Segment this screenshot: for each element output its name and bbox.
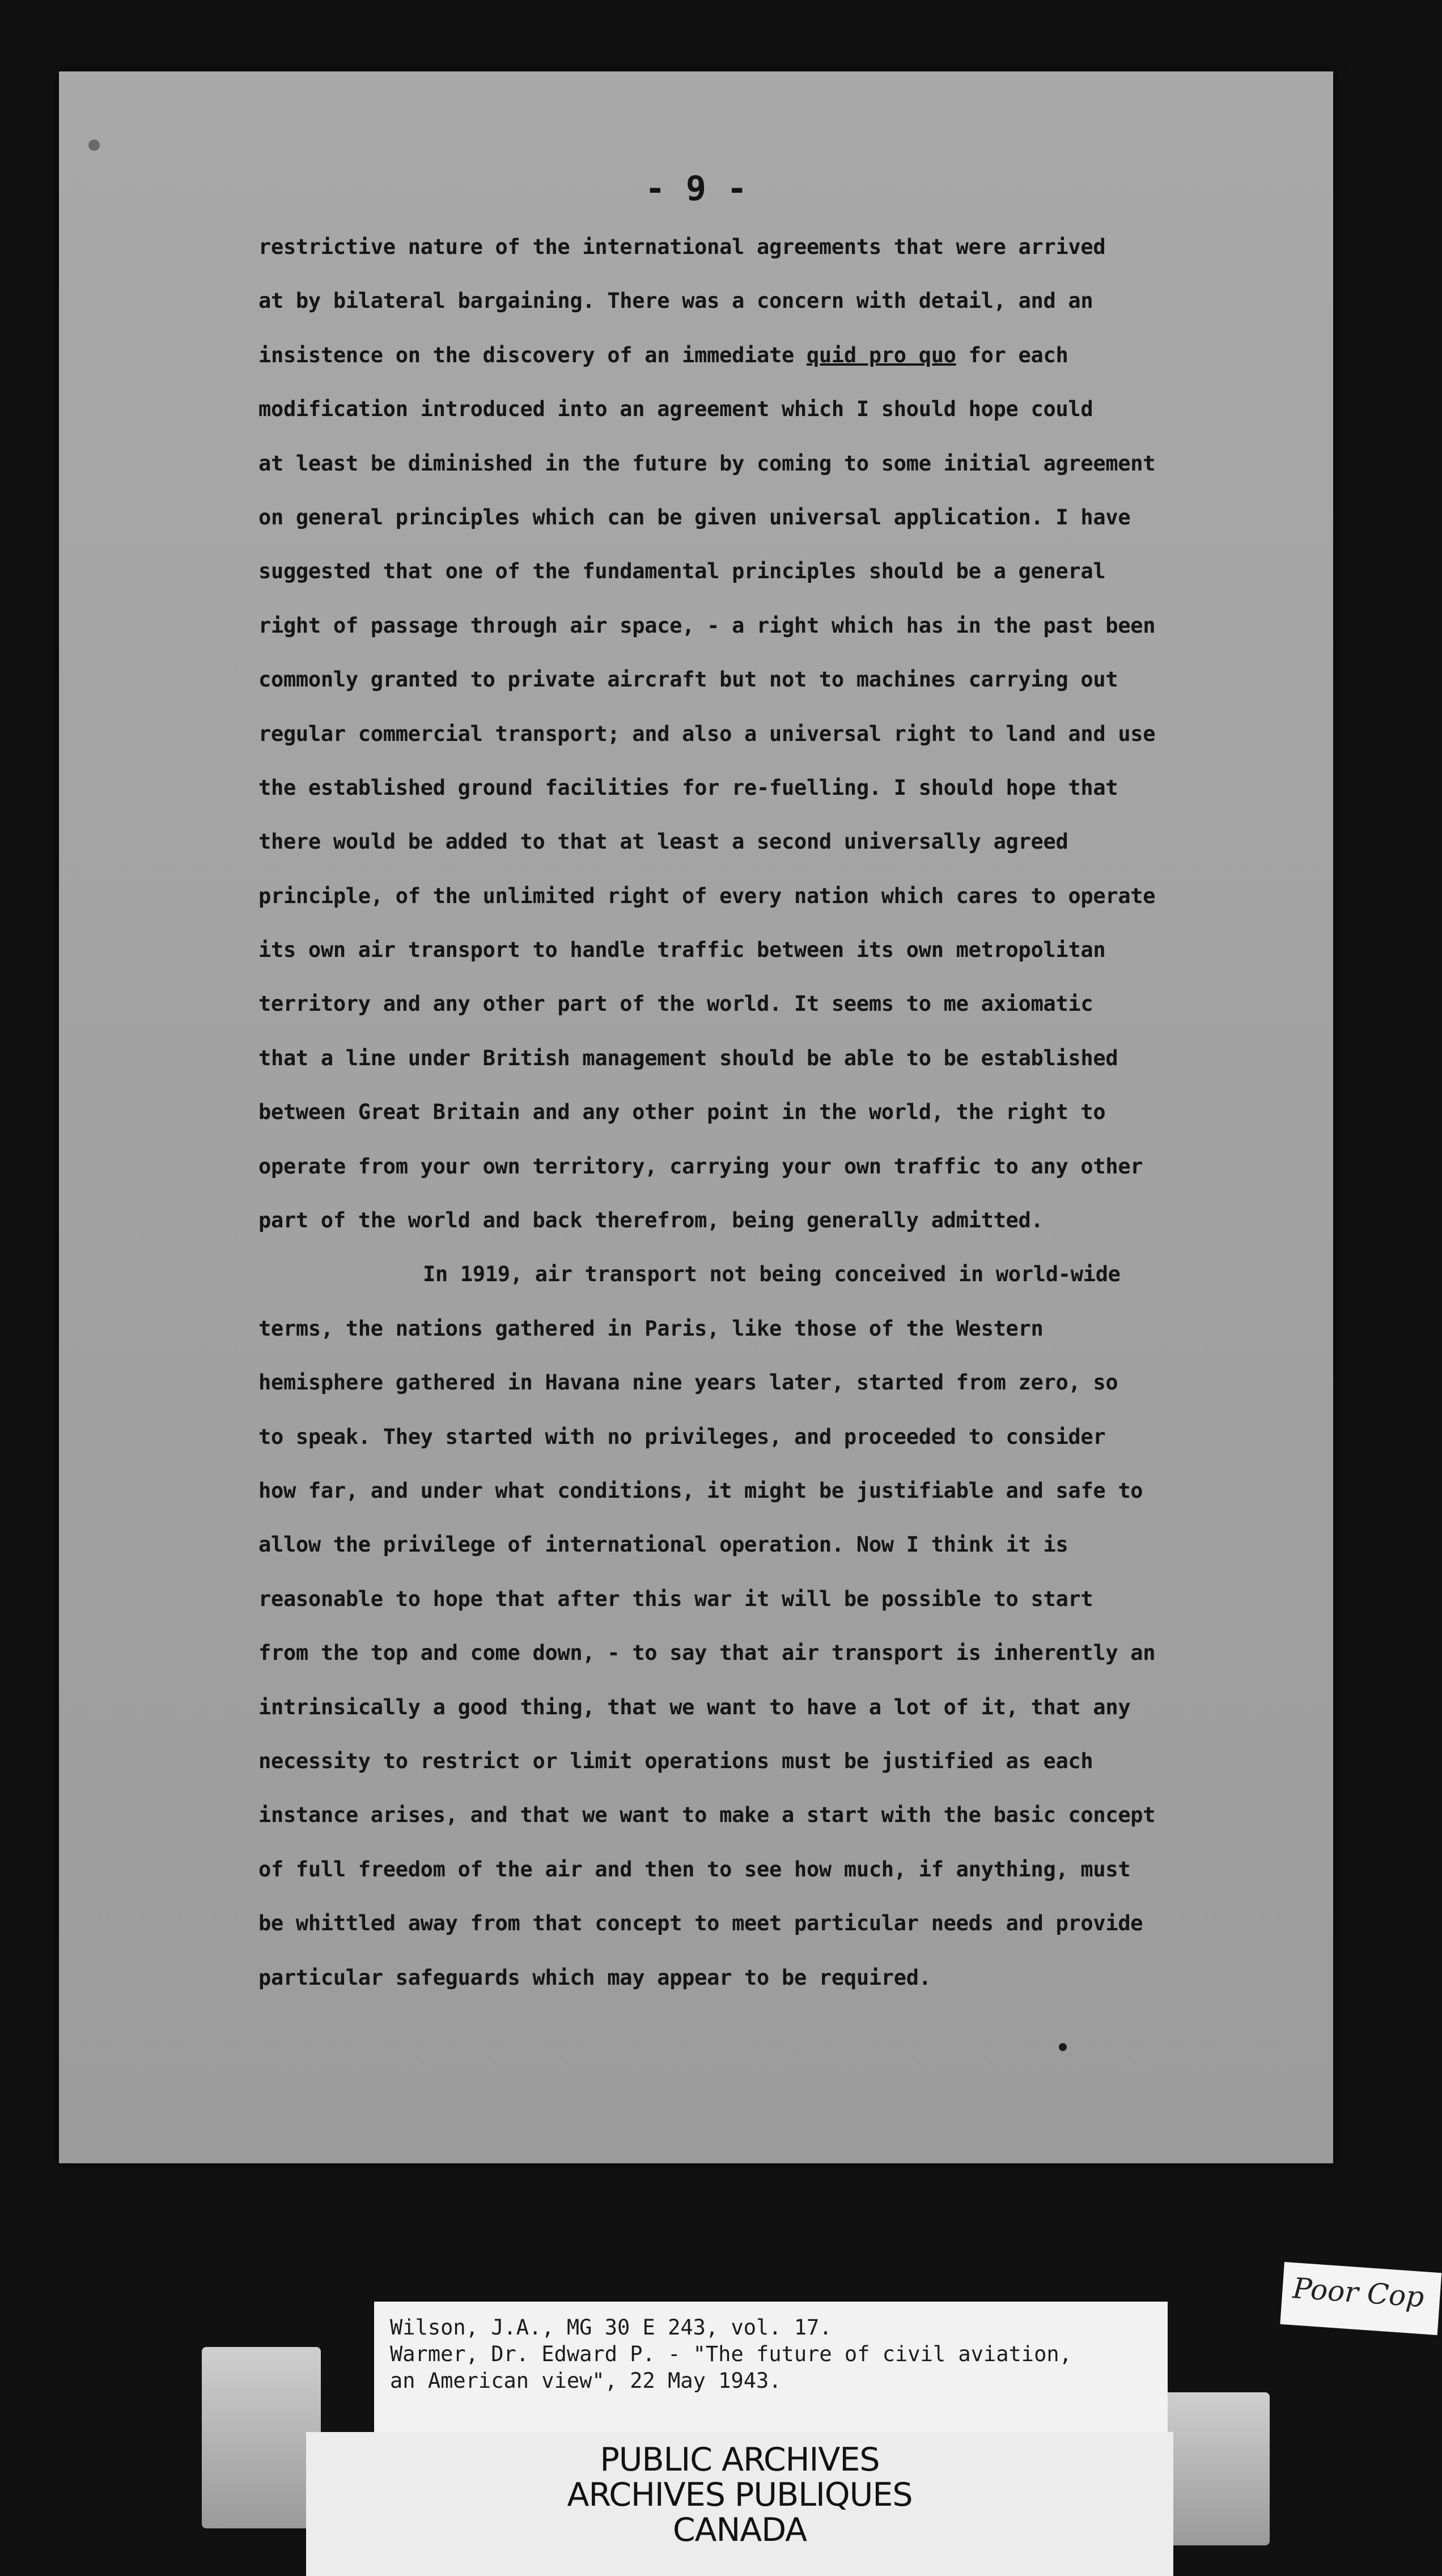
text-line: the established ground facilities for re-fuelling. I should hope that bbox=[258, 775, 1118, 800]
text-line: how far, and under what conditions, it might be justifiable and safe to bbox=[258, 1478, 1143, 1503]
text-line: right of passage through air space, - a right which has in the past been bbox=[258, 613, 1156, 638]
text-line: operate from your own territory, carrying your own traffic to any other bbox=[258, 1154, 1143, 1179]
text-line: to speak. They started with no privileges, and proceeded to consider bbox=[258, 1424, 1106, 1449]
scanned-page bbox=[59, 71, 1333, 2163]
text-line: principle, of the unlimited right of every nation which cares to operate bbox=[258, 883, 1156, 908]
underlined-phrase: quid pro quo bbox=[806, 342, 956, 367]
text-line: terms, the nations gathered in Paris, like those of the Western bbox=[258, 1316, 1044, 1341]
page-number: - 9 - bbox=[644, 169, 748, 209]
text-line: part of the world and back therefrom, being generally admitted. bbox=[258, 1208, 1044, 1233]
text-line: its own air transport to handle traffic between its own metropolitan bbox=[258, 938, 1106, 963]
text-line: reasonable to hope that after this war it will be possible to start bbox=[258, 1586, 1093, 1611]
archive-stamp bbox=[306, 2432, 1173, 2576]
body-text bbox=[258, 220, 1307, 2005]
stamp-line: CANADA bbox=[672, 2511, 807, 2549]
ink-dot bbox=[1059, 2043, 1067, 2051]
text-line: that a line under British management should be able to be established bbox=[258, 1045, 1118, 1070]
text-line: on general principles which can be given universal application. I have bbox=[258, 505, 1131, 529]
handwritten-note-text: Poor Cop bbox=[1291, 2272, 1426, 2314]
text-line: from the top and come down, - to say that air transport is inherently an bbox=[258, 1641, 1156, 1666]
stamp-line: ARCHIVES PUBLIQUES bbox=[567, 2476, 913, 2514]
text-line: territory and any other part of the world. It seems to me axiomatic bbox=[258, 992, 1093, 1016]
text-line: suggested that one of the fundamental principles should be a general bbox=[258, 559, 1106, 584]
text-line bbox=[258, 328, 1307, 382]
label-line: Warmer, Dr. Edward P. - "The future of civil aviation, bbox=[390, 2342, 1072, 2366]
handwritten-note bbox=[1280, 2262, 1441, 2335]
archive-reference-label bbox=[374, 2302, 1168, 2432]
scan-speck bbox=[88, 139, 100, 151]
text-line: regular commercial transport; and also a universal right to land and use bbox=[258, 721, 1156, 746]
text-line: there would be added to that at least a second universally agreed bbox=[258, 829, 1068, 854]
label-line: Wilson, J.A., MG 30 E 243, vol. 17. bbox=[390, 2315, 832, 2340]
text-line: particular safeguards which may appear to be required. bbox=[258, 1965, 931, 1990]
text-line: restrictive nature of the international agreements that were arrived bbox=[258, 235, 1106, 259]
text-line: between Great Britain and any other point in the world, the right to bbox=[258, 1100, 1106, 1125]
text-line: at by bilateral bargaining. There was a concern with detail, and an bbox=[258, 289, 1093, 313]
text-line: modification introduced into an agreement which I should hope could bbox=[258, 397, 1093, 422]
text-line: commonly granted to private aircraft but not to machines carrying out bbox=[258, 667, 1118, 692]
text-line: intrinsically a good thing, that we want to have a lot of it, that any bbox=[258, 1694, 1131, 1719]
text-span: insistence on the discovery of an immediate bbox=[258, 342, 807, 367]
text-line: allow the privilege of international operation. Now I think it is bbox=[258, 1532, 1068, 1557]
clip-left bbox=[202, 2347, 321, 2528]
text-line: at least be diminished in the future by coming to some initial agreement bbox=[258, 451, 1156, 476]
text-line: be whittled away from that concept to meet particular needs and provide bbox=[258, 1911, 1143, 1936]
text-line: necessity to restrict or limit operations must be justified as each bbox=[258, 1748, 1093, 1773]
text-line: of full freedom of the air and then to see how much, if anything, must bbox=[258, 1857, 1131, 1882]
text-line-indented: In 1919, air transport not being conceived in world-wide bbox=[423, 1262, 1121, 1287]
text-span: for each bbox=[956, 342, 1068, 367]
stamp-line: PUBLIC ARCHIVES bbox=[600, 2441, 880, 2478]
text-line: instance arises, and that we want to make a start with the basic concept bbox=[258, 1803, 1156, 1828]
label-line: an American view", 22 May 1943. bbox=[390, 2369, 782, 2393]
text-line: hemisphere gathered in Havana nine years later, started from zero, so bbox=[258, 1370, 1118, 1395]
